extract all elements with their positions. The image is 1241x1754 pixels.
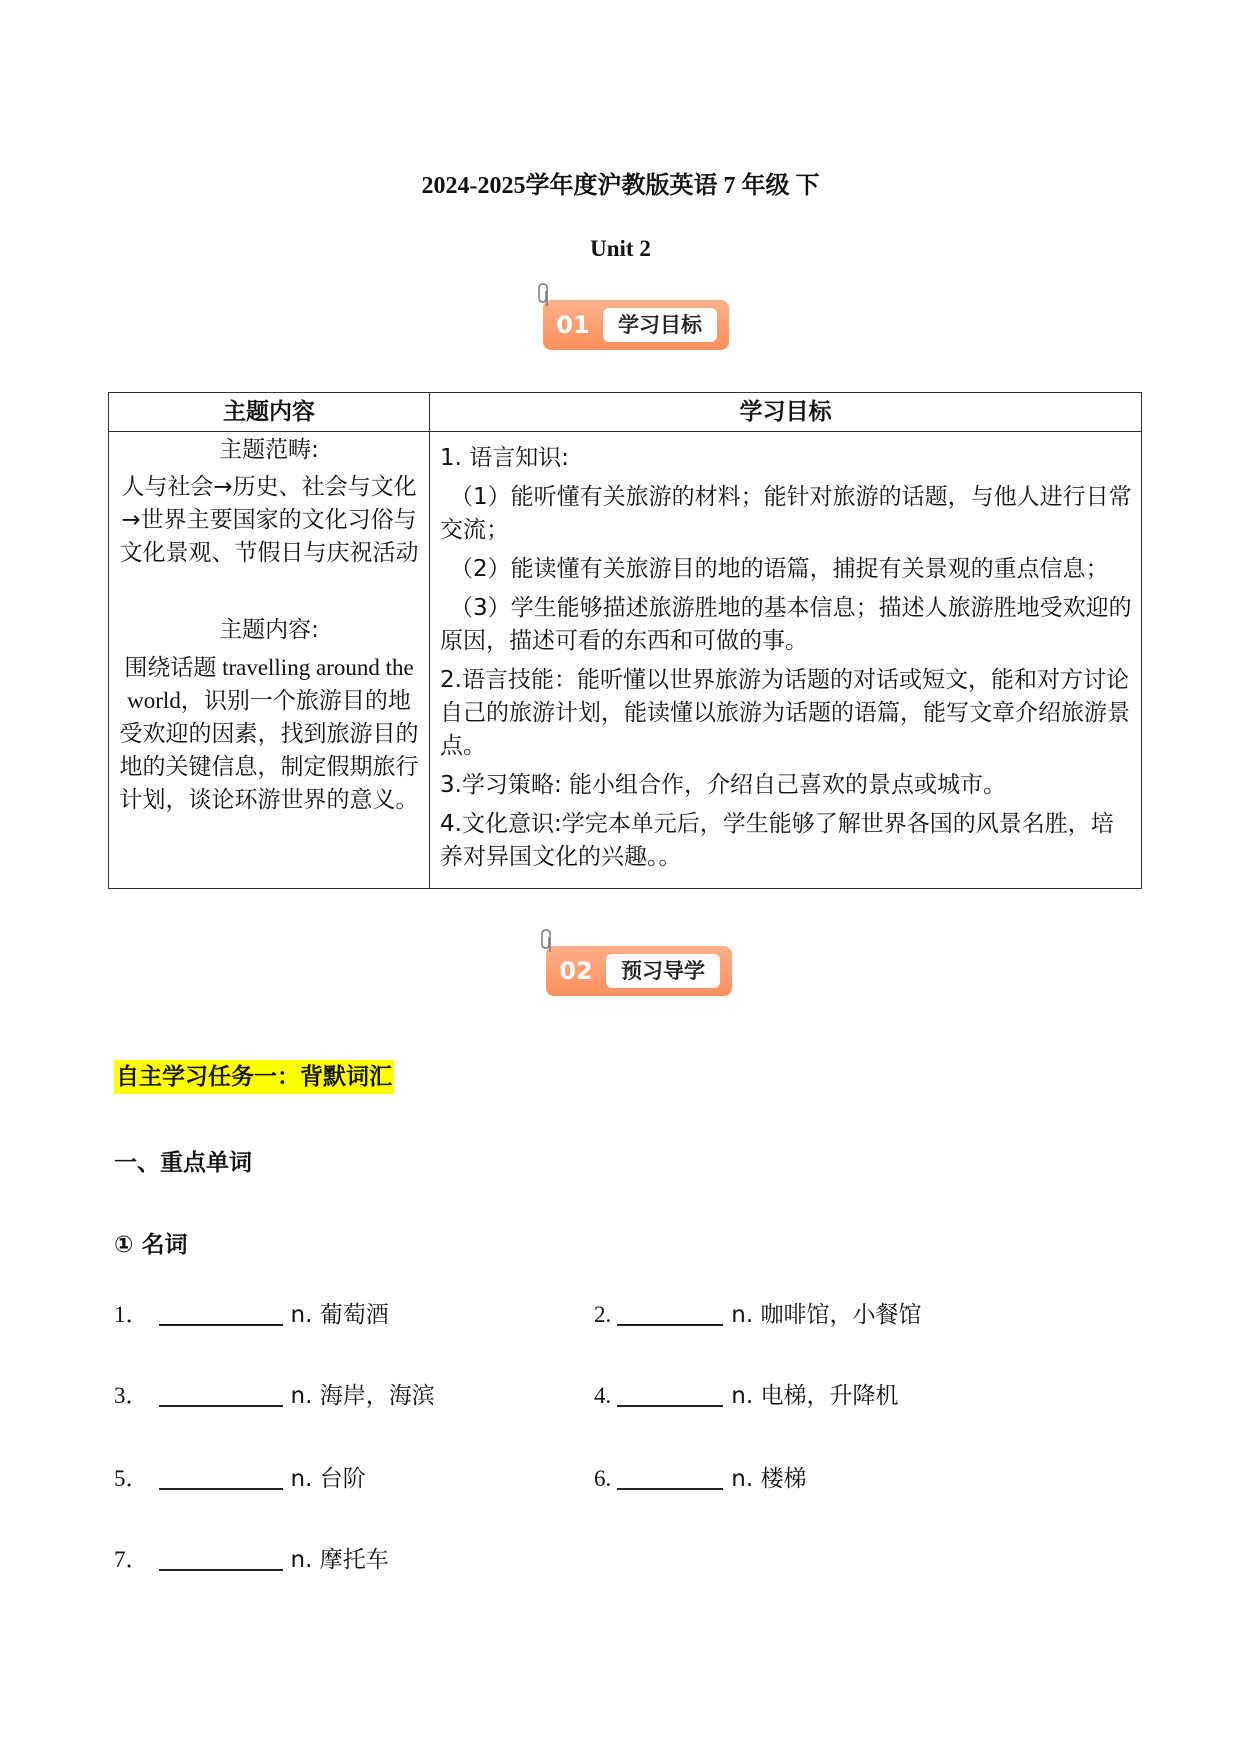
section-tag-objectives bbox=[543, 300, 729, 350]
vocab-item bbox=[114, 1296, 389, 1329]
subsection-title: ① 名词 bbox=[114, 1232, 188, 1258]
vocab-meaning: n. 楼梯 bbox=[731, 1466, 807, 1492]
objectives-table bbox=[108, 392, 1142, 889]
vocab-item bbox=[594, 1377, 898, 1410]
vocab-meaning: n. 台阶 bbox=[290, 1466, 366, 1492]
objective-item: 3.学习策略: 能小组合作，介绍自己喜欢的景点或城市。 bbox=[440, 772, 1007, 798]
answer-blank[interactable] bbox=[159, 1324, 283, 1326]
vocab-item bbox=[114, 1460, 366, 1493]
vocab-item bbox=[594, 1460, 806, 1493]
document-title: 2024-2025学年度沪教版英语 7 年级 下 bbox=[421, 173, 820, 199]
vocab-number: 2. bbox=[594, 1302, 612, 1327]
answer-blank[interactable] bbox=[617, 1405, 723, 1407]
vocab-item bbox=[114, 1541, 389, 1574]
table-header-objectives: 学习目标 bbox=[430, 393, 1142, 432]
vocab-meaning: n. 咖啡馆，小餐馆 bbox=[731, 1302, 922, 1328]
tag-number: 01 bbox=[556, 311, 590, 339]
vocab-number: 4. bbox=[594, 1383, 612, 1408]
theme-cell bbox=[109, 432, 430, 889]
unit-title: Unit 2 bbox=[590, 236, 651, 261]
task-title: 自主学习任务一：背默词汇 bbox=[114, 1060, 394, 1094]
tag-label: 学习目标 bbox=[603, 308, 717, 342]
theme-content: 围绕话题 travelling around the world，识别一个旅游目的地受欢迎的因素，找到旅游目的地的关键信息，制定假期旅行计划，谈论环游世界的意义。 bbox=[119, 655, 419, 812]
answer-blank[interactable] bbox=[159, 1488, 283, 1490]
tag-number: 02 bbox=[559, 957, 593, 985]
table-header-theme: 主题内容 bbox=[109, 393, 430, 432]
objective-item: （3）学生能够描述旅游胜地的基本信息；描述人旅游胜地受欢迎的原因，描述可看的东西和可做的事。 bbox=[440, 595, 1132, 654]
vocab-meaning: n. 电梯，升降机 bbox=[731, 1383, 899, 1409]
objective-item: （1）能听懂有关旅游的材料；能针对旅游的话题，与他人进行日常交流； bbox=[440, 484, 1132, 543]
vocab-number: 5． bbox=[114, 1466, 149, 1491]
vocab-item bbox=[114, 1377, 435, 1410]
objective-item: （2）能读懂有关旅游目的地的语篇，捕捉有关景观的重点信息； bbox=[450, 556, 1109, 582]
vocab-number: 3． bbox=[114, 1383, 149, 1408]
vocab-meaning: n. 葡萄酒 bbox=[290, 1302, 389, 1328]
vocab-meaning: n. 海岸，海滨 bbox=[290, 1383, 435, 1409]
objective-item: 1. 语言知识: bbox=[440, 445, 570, 471]
answer-blank[interactable] bbox=[617, 1488, 723, 1490]
answer-blank[interactable] bbox=[617, 1324, 723, 1326]
objective-item: 4.文化意识:学完本单元后，学生能够了解世界各国的风景名胜，培养对异国文化的兴趣。。 bbox=[440, 811, 1114, 870]
vocab-item bbox=[594, 1296, 921, 1329]
theme-category: 人与社会→历史、社会与文化→世界主要国家的文化习俗与文化景观、节假日与庆祝活动 bbox=[119, 474, 419, 566]
answer-blank[interactable] bbox=[159, 1569, 283, 1571]
section-tag-preview bbox=[546, 946, 732, 996]
tag-label: 预习导学 bbox=[606, 954, 720, 988]
answer-blank[interactable] bbox=[159, 1405, 283, 1407]
vocab-number: 1． bbox=[114, 1302, 149, 1327]
vocab-number: 7． bbox=[114, 1547, 149, 1572]
objectives-cell bbox=[430, 432, 1142, 889]
vocab-number: 6. bbox=[594, 1466, 612, 1491]
theme-category-label: 主题范畴: bbox=[219, 437, 319, 463]
vocab-meaning: n. 摩托车 bbox=[290, 1547, 389, 1573]
section-title: 一、重点单词 bbox=[114, 1150, 252, 1176]
objective-item: 2.语言技能：能听懂以世界旅游为话题的对话或短文，能和对方讨论自己的旅游计划，能读懂以旅游为话题的语篇，能写文章介绍旅游景点。 bbox=[440, 667, 1130, 759]
theme-content-label: 主题内容: bbox=[219, 617, 319, 643]
